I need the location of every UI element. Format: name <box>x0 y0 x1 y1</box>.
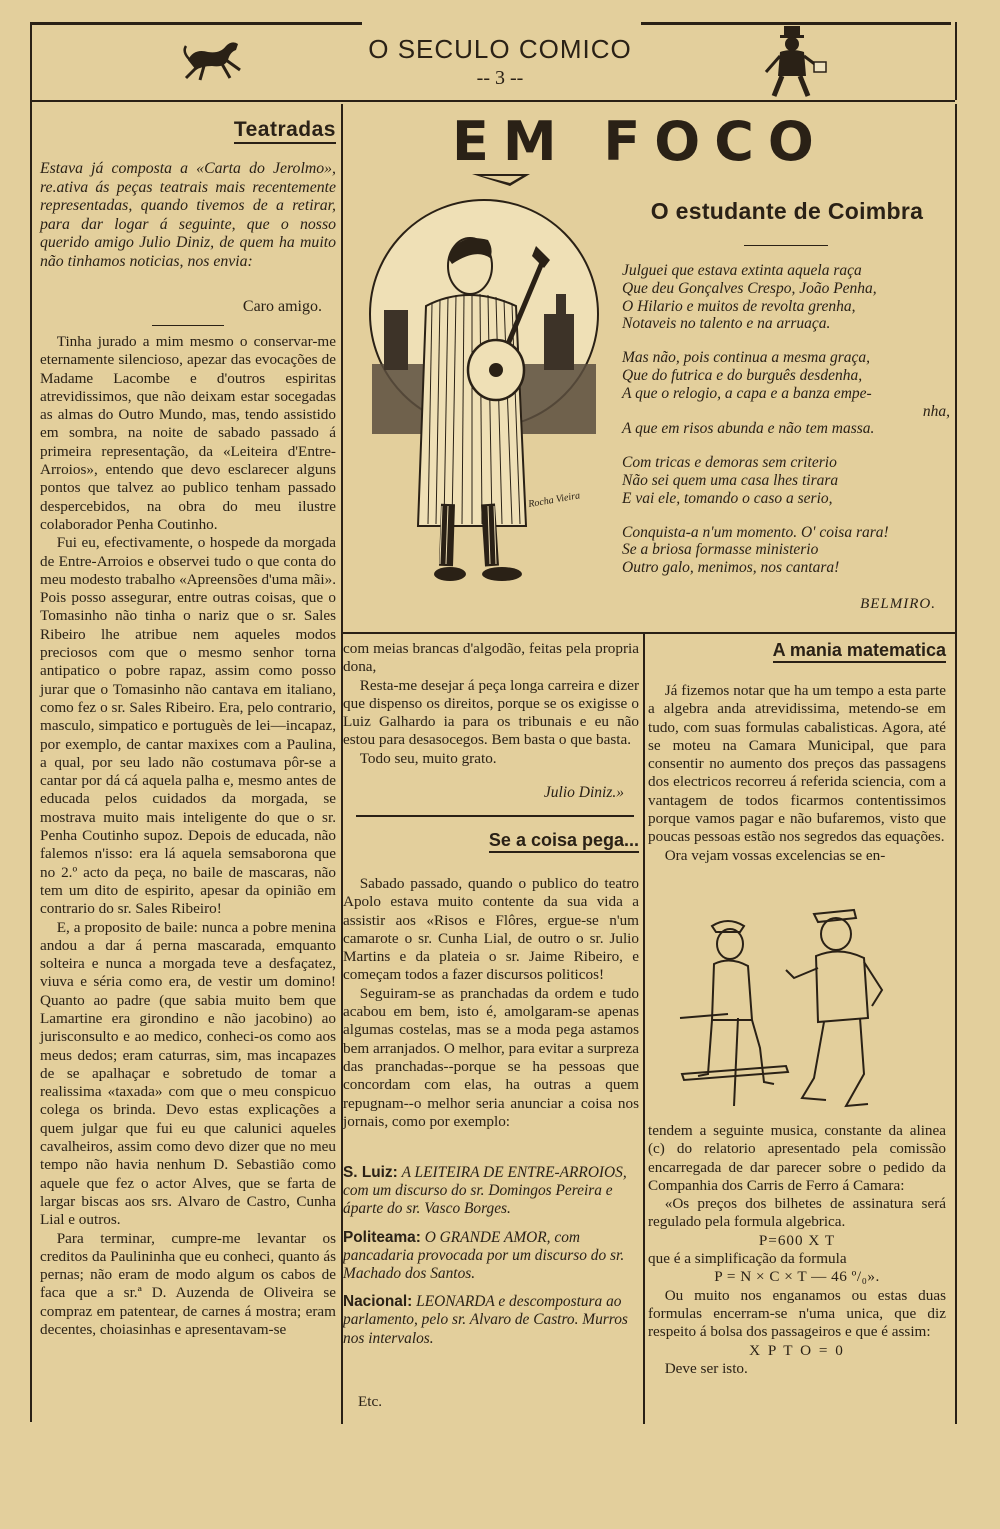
verse-line: Com tricas e demoras sem criterio <box>622 454 837 472</box>
salutation: Caro amigo. <box>242 298 322 315</box>
verse-line: nha, <box>922 402 950 420</box>
top-rule-left <box>30 22 362 25</box>
paragraph: Todo seu, muito grato. <box>359 749 497 767</box>
formula: X P T O = 0 <box>749 1341 845 1359</box>
verse-line: A que o relogio, a capa e a banza empe- <box>622 384 872 402</box>
illustration-signature: Rocha Vieira <box>527 490 581 511</box>
listing-item <box>343 1293 639 1348</box>
section-rule-teatradas-end <box>356 815 634 817</box>
poem-divider <box>744 245 828 246</box>
paragraph: Fui eu, efectivamente, o hospede da morgada de Entre-Arroios e observei tudo o que conta do meu modesto trabalho «Apreensões d'uma mãi». Pois posso assegurar, entre outras coisas, que o Tomasinho não tinha o nariz que o sr. Sales Ribeiro lhe atribue nem aqueles modos preciosos com que o mesmo senhor torna antipatico o pobre rapaz, assim como posso jurar que o Tomasinho não cantava em italiano, como fez o sr. Sales Ribeiro. Era, pelo contrario, masculo, simpatico e portuguès de lei—incapaz, por exemplo, de cantar maxixes com a Paulina, a qual, por seu lado não costumava pôr-se a cantar por dá cá aquela palha e, mesmo antes de educada pelos cuidados da morgada, se mostrava muito mais inteligente do que o sr. Penha Coutinho supoz. Depois de educada, não falemos n'isso: era lá aquela semsaborona que no 2.º acto da peça, no baile de mascaras, não tem um dito de espirito, apesar da opinião em contrario do sr. Sales Ribeiro! <box>40 534 336 918</box>
section-title: Teatradas <box>234 118 336 144</box>
frame-right-lower <box>955 104 957 1424</box>
formula: P=600 X T <box>758 1231 836 1249</box>
walking-man-icon <box>758 24 828 100</box>
paragraph: Tinha jurado a mim mesmo o conservar-me eternamente silencioso, apezar das evocações de Madame Lacombe e d'outros espiritas atrevidissimos, que não deixam estar socegadas as almas do Outro Mundo, mas, tendo assistido em sombra, na noite de sabado passado á primeira representação, da «Leiteira d'Entre-Arroios», entendo que devo esclarecer alguns pontos que talvez ao publico tenham passado despercebidos, na obra do meu ilustre colaborador Penha Coutinho. <box>40 333 336 533</box>
paragraph: Deve ser isto. <box>664 1359 748 1377</box>
frame-right <box>955 22 957 100</box>
masthead-title: O SECULO COMICO <box>368 34 632 64</box>
stanza <box>622 349 954 438</box>
paragraph: Seguiram-se as pranchadas da ordem e tudo acabou em bem, isto é, amolgaram-se apenas algumas costelas, mas se a moda pega astamos bem arranjados. O melhor, para evitar a surpreza das pranchadas--porque se ha pessoas que concordam com elas, ha outras a quem repugnam--o melhor seria anunciar a coisa nos jornais, como por exemplo: <box>343 984 639 1130</box>
frame-left <box>30 22 32 1422</box>
se-a-coisa-pega-header <box>345 830 639 853</box>
two-men-sketch-illustration <box>668 898 904 1116</box>
mania-body-top <box>648 682 946 865</box>
stanza <box>622 262 954 333</box>
verse-line: Notaveis no talento e na arruaça. <box>622 315 831 333</box>
running-dog-icon <box>178 30 248 82</box>
paragraph: E, a proposito de baile: nunca a pobre menina andou a dar á perna mascarada, emquanto solteira e nunca a morgada teve a desfaçatez, viuva e séria como era, de vestir um domino! Quanto ao padre (que sabia muito bem que Lamartine era girondino e não jacobino) ao jurisconsulto e ao medico, conheci-os como aos meus dedos; eram caturras, sim, mas incapazes de se apalhaçar e sobretudo de tomar a realissima «taxada» com que o meu conspicuo colega os brinda. Devo estas explicações a quem julgar que fui eu que calunici aqueles cavalheiros, assim como devo dizer que no meu tempo não havia nenhum D. Sebastião como aquele que fez o actor Alves, que se farta de largar biscas aos srs. Alvaro de Castro, Cunha Lial e outros. <box>40 918 336 1229</box>
verse-line: Conquista-a n'um momento. O' coisa rara! <box>622 523 889 541</box>
formula: P = N × C × T — 46 º/₀». <box>714 1268 880 1286</box>
paragraph: Ora vejam vossas excelencias se en- <box>664 846 886 864</box>
page-number: -- 3 -- <box>476 67 524 89</box>
banner-title: EM FOCO <box>452 110 828 173</box>
section-title: A mania matematica <box>773 640 946 663</box>
listing-item <box>343 1229 639 1284</box>
header-bottom-rule <box>30 100 955 102</box>
paragraph: Resta-me desejar á peça longa carreira e dizer que dispenso os direitos, porque se os exigisse o Luiz Galhardo ia para os tribunais e eu não estou para desasocegos. Bem basta o que basta. <box>343 676 639 749</box>
mania-matematica-header <box>650 640 946 663</box>
poem-body <box>622 262 954 593</box>
teatradas-header <box>40 118 336 144</box>
section-title: Se a coisa pega... <box>489 830 639 853</box>
poem-author: BELMIRO. <box>860 596 936 612</box>
stanza <box>622 454 954 507</box>
paragraph: com meias brancas d'algodão, feitas pela propria dona, <box>343 640 639 676</box>
paragraph: tendem a seguinte musica, constante da alinea (c) do relatorio apresentado pela comissão encarregada de dar parecer sobre o pedido da Companhia dos Carris de Ferro á Camara: <box>648 1122 946 1194</box>
theatre-listings <box>343 1164 639 1358</box>
em-foco-banner <box>452 112 952 172</box>
verse-line: Mas não, pois continua a mesma graça, <box>622 349 870 367</box>
student-caricature-illustration <box>348 194 620 594</box>
verse-line: Se a briosa formasse ministerio <box>622 541 819 559</box>
se-a-coisa-pega-body <box>343 875 639 1131</box>
verse-line: Que do futrica e do burguês desdenha, <box>622 366 863 384</box>
verse-line: Não sei quem uma casa lhes tirara <box>622 471 839 489</box>
stanza <box>622 524 954 577</box>
paragraph: Já fizemos notar que ha um tempo a esta parte a algebra anda atrevidissima, metendo-se em tudo, com suas formulas cabalisticas. Agora, até se moteu na Camara Municipal, que para consentir no aumento dos preços das passagens dos electricos recorreu á referida sciencia, com a vantagem de todos ficarmos contentissimos porque vamos pagar e não bufaremos, visto que poucas pessoas estão nos segredos das equações. <box>648 682 946 846</box>
teatradas-letter <box>40 333 336 1339</box>
column-rule-right <box>643 634 645 1424</box>
letter-signature: Julio Diniz.» <box>543 784 624 801</box>
paragraph: Ou muito nos enganamos ou estas duas formulas encerram-se n'uma unica, que diz respeito á bolsa dos passageiros e que é assim: <box>648 1286 946 1341</box>
listing-text: LEONARDA e descompostura ao parlamento, pelo sr. Alvaro de Castro. Murros nos intervalos. <box>343 1293 628 1347</box>
teatradas-continuation <box>343 640 639 768</box>
listing-theatre: Politeama: <box>343 1228 421 1246</box>
paragraph: Sabado passado, quando o publico do teatro Apolo estava muito contente da sua vida a assistir aos «Risos e Flôres, ergue-se n'um camarote o sr. Cunha Lial, de outro o sr. Julio Martins e da plateia o sr. Jaime Ribeiro, e começam todos a fazer discursos politicos! <box>343 875 639 984</box>
listing-theatre: Nacional: <box>343 1293 413 1311</box>
listing-text: O GRANDE AMOR, com pancadaria provocada por um discurso do sr. Machado dos Santos. <box>343 1228 625 1283</box>
verse-line: Que deu Gonçalves Crespo, João Penha, <box>622 279 877 297</box>
verse-line: Julguei que estava extinta aquela raça <box>622 262 862 279</box>
section-rule-em-foco-bottom <box>343 632 955 634</box>
paragraph: «Os preços dos bilhetes de assinatura será regulado pela formula algebrica. <box>648 1195 946 1231</box>
listing-etc: Etc. <box>358 1393 383 1410</box>
verse-line: O Hilario e muitos de revolta grenha, <box>622 297 856 315</box>
divider <box>152 325 224 326</box>
masthead <box>300 34 700 90</box>
listing-theatre: S. Luiz: <box>343 1164 398 1181</box>
paragraph: que é a simplificação da formula <box>648 1250 847 1268</box>
teatradas-intro: Estava já composta a «Carta do Jerolmo», re.ativa ás peças teatrais mais recentemente representadas, quando tivemos de a retirar, para dar logar á seguinte, que o nosso querido amigo Julio Diniz, de quem ha muito não tinhamos noticias, nos envia: <box>40 160 336 270</box>
banner-swirl-icon <box>470 164 940 188</box>
verse-line: A que em risos abunda e não tem massa. <box>622 420 875 438</box>
paragraph: Para terminar, cumpre-me levantar os creditos da Paulininha que eu conheci, quanto ás pernas; não eram de modo algum os cabos de faca que a sr.ª D. Auzenda de Oliveira se compraz em patentear, de carnes á mostra; eram decentes, choiasinhas e apresentavam-se <box>40 1229 336 1339</box>
mania-body-bottom <box>648 1122 946 1378</box>
verse-line: Outro galo, menimos, nos cantara! <box>622 559 840 577</box>
listing-item <box>343 1164 639 1219</box>
verse-line: E vai ele, tomando o caso a serio, <box>622 489 833 507</box>
listing-text: A LEITEIRA DE ENTRE-ARROIOS, com um discurso do sr. Domingos Pereira e áparte do sr. Vasco Borges. <box>343 1164 627 1218</box>
poem-title: O estudante de Coimbra <box>650 198 924 224</box>
